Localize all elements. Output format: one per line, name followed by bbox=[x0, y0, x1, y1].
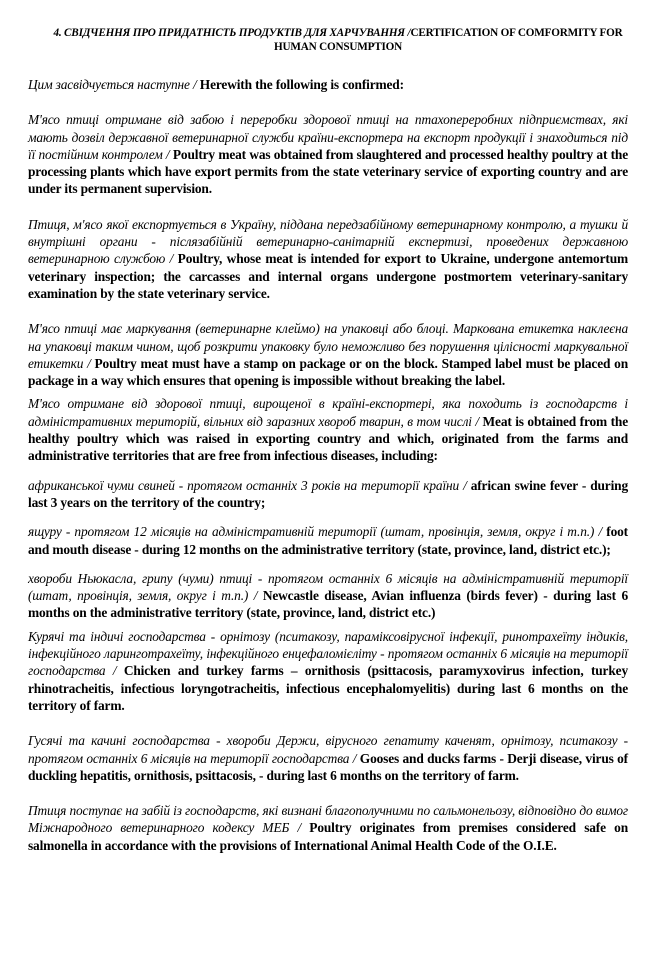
paragraph-inspection bbox=[28, 216, 628, 302]
paragraph-ua: Птиця поступає на забій із господарств, які визнані благополучними по сальмонельозу, відповідно до вимог Міжнародного ветеринарного кодексу МЕБ / bbox=[28, 803, 628, 836]
paragraph-ua: Птиця, м'ясо якої експортується в Україну, піддана передзабійному ветеринарному контролю, а тушки й внутрішні органи - післязабійній ветеринарно-санітарній експертизі, проведених державною ветеринарною службою / bbox=[28, 216, 628, 267]
paragraph-origin bbox=[28, 395, 628, 464]
paragraph-ua: Цим засвідчується наступне / bbox=[28, 77, 197, 92]
paragraph-salmonella bbox=[28, 802, 628, 854]
paragraph-chicken-turkey bbox=[28, 628, 628, 714]
paragraph-en: Gooses and ducks farms - Derji disease, virus of duckling hepatitis, ornithosis, psittacosis, - during last 6 months on the territory of farm. bbox=[28, 750, 628, 783]
paragraph-en: foot and mouth disease - during 12 months on the administrative territory (state, province, land, district etc.); bbox=[28, 524, 628, 557]
paragraph-en: Poultry originates from premises considered safe on salmonella in accordance with the provisions of International Animal Health Code of the O.I.E. bbox=[28, 820, 628, 853]
paragraph-ua: африканської чуми свиней - протягом останніх 3 років на території країни / bbox=[28, 477, 467, 493]
paragraph-en: Poultry meat must have a stamp on package or on the block. Stamped label must be placed on package in a way which ensures that opening is impossible without breaking the label. bbox=[28, 355, 628, 389]
paragraph-ua: ящуру - протягом 12 місяців на адміністративній території (штат, провінція, земля, округ і т.п.) / bbox=[28, 524, 603, 540]
paragraph-en: african swine fever - during last 3 years on the territory of the country; bbox=[28, 477, 628, 510]
paragraph-swine-fever bbox=[28, 477, 628, 512]
paragraph-confirmation bbox=[28, 76, 628, 93]
paragraph-geese-ducks bbox=[28, 732, 628, 784]
paragraph-marking bbox=[28, 320, 628, 389]
paragraph-ua: Гусячі та качині господарства - хвороби Держи, вірусного гепатиту каченят, орнітозу, пситакозу - протягом останніх 6 місяців на території господарства / bbox=[28, 733, 628, 766]
paragraph-newcastle bbox=[28, 570, 628, 622]
section-heading-ua: 4. СВІДЧЕННЯ ПРО ПРИДАТНІСТЬ ПРОДУКТІВ ДЛЯ ХАРЧУВАННЯ / bbox=[53, 27, 411, 39]
paragraph-foot-mouth bbox=[28, 523, 628, 558]
paragraph-slaughter bbox=[28, 111, 628, 197]
paragraph-en: Poultry, whose meat is intended for export to Ukraine, undergone antemortum veterinary inspection; the carcasses and internal organs undergone postmortem veterinary-sanitary examination by the state veterinary service. bbox=[28, 251, 628, 301]
paragraph-en: Poultry meat was obtained from slaughtered and processed healthy poultry at the processing plants which have export permits from the state veterinary service of exporting country and are under its permanent supervision. bbox=[28, 146, 628, 197]
paragraph-ua: Курячі та індичі господарства - орнітозу (пситакозу, параміксовірусної інфекції, ринотрахеїту індиків, інфекційного ларинготрахеїту, інфекційного енцефаломієліту - протягом останніх 6 місяців на території господарства / bbox=[28, 628, 628, 679]
paragraph-en: Meat is obtained from the healthy poultry which was raised in exporting country and which, originated from the farms and administrative territories that are free from infectious diseases, including: bbox=[28, 413, 629, 464]
paragraph-ua: М'ясо отримане від здорової птиці, вирощеної в країні-експортері, яка походить із господарств і адміністративних територій, вільних від заразних хвороб тварин, в том числі / bbox=[28, 396, 628, 429]
paragraph-en: Newcastle disease, Avian influenza (birds fever) - during last 6 months on the administrative territory (state, province, land, district etc.) bbox=[28, 588, 628, 621]
paragraph-ua: М'ясо птиці отримане від забою і переробки здорової птиці на птахопереробних підприємствах, які мають дозвіл державної ветеринарної служби країни-експортера на експорт продукції і знаходиться під її постійним контролем / bbox=[28, 112, 628, 162]
paragraph-en: Herewith the following is confirmed: bbox=[199, 77, 404, 92]
section-heading bbox=[48, 26, 628, 54]
paragraph-ua: М'ясо птиці має маркування (ветеринарне клеймо) на упаковці або блоці. Маркована етикетка наклеєна на упаковці таким чином, щоб розкрити упаковку було неможливо без порушення цілісності маркувальної етикетки / bbox=[28, 321, 628, 371]
paragraph-en: Chicken and turkey farms – ornithosis (psittacosis, paramyxovirus infection, turkey rhinotracheitis, infectious loryngotracheitis, infectious encephalomyelitis) during last 6 months on the territory of farm. bbox=[28, 663, 628, 713]
paragraph-ua: хвороби Ньюкасла, грипу (чуми) птиці - протягом останніх 6 місяців на адміністративній території (штат, провінція, земля, округ і т.п.) / bbox=[28, 570, 628, 604]
section-heading-en: CERTIFICATION OF COMFORMITY FOR HUMAN CONSUMPTION bbox=[273, 27, 623, 53]
